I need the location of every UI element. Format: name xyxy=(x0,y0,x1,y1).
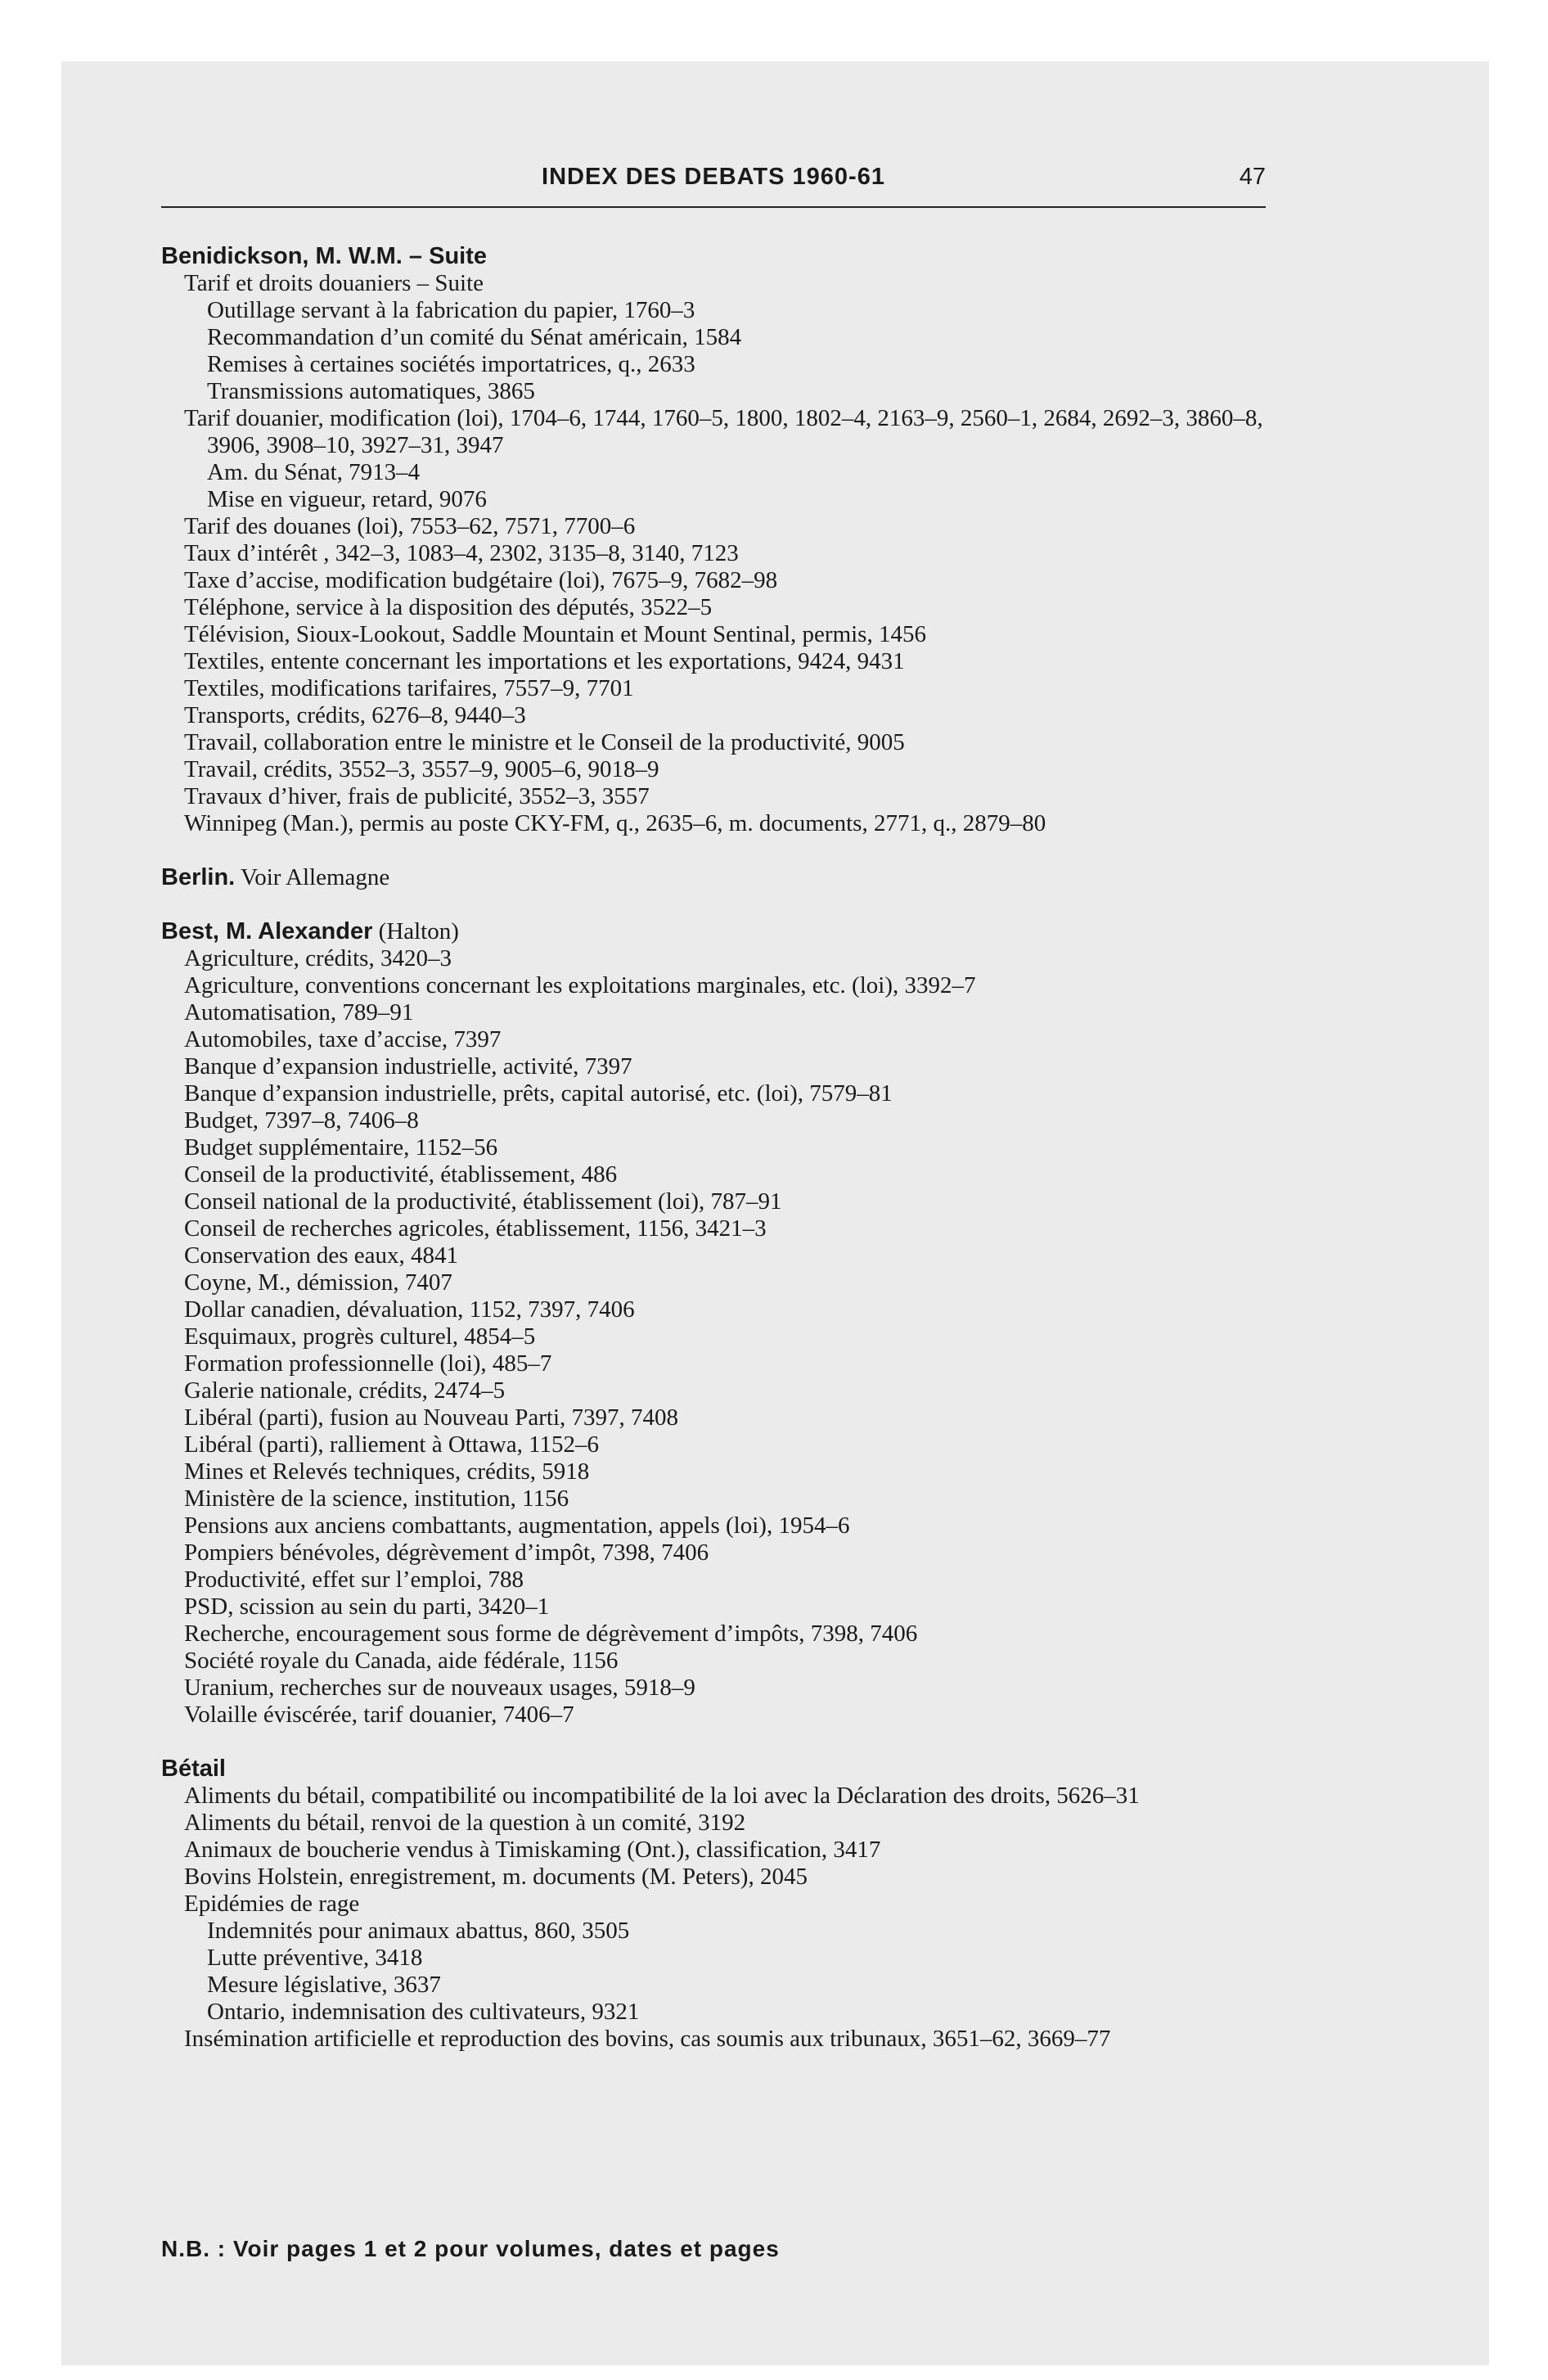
index-entry: Textiles, entente concernant les importations et les exportations, 9424, 9431 xyxy=(184,648,905,674)
index-entry: Tarif douanier, modification (loi), 1704–6, 1744, 1760–5, 1800, 1802–4, 2163–9, 2560–1, 2684, 2692–3, 3860–8, 3906, 3908–10, 3927–31, 3947 xyxy=(184,405,1263,458)
index-entry: Transports, crédits, 6276–8, 9440–3 xyxy=(184,702,526,728)
index-entry: Aliments du bétail, renvoi de la question à un comité, 3192 xyxy=(184,1810,746,1836)
index-entry: Pensions aux anciens combattants, augmentation, appels (loi), 1954–6 xyxy=(184,1512,850,1539)
footnote: N.B. : Voir pages 1 et 2 pour volumes, dates et pages xyxy=(161,2236,780,2261)
index-entry: Automobiles, taxe d’accise, 7397 xyxy=(184,1026,502,1053)
index-entry: Budget supplémentaire, 1152–56 xyxy=(184,1134,498,1161)
index-subentry: Ontario, indemnisation des cultivateurs, 9321 xyxy=(207,1999,640,2025)
header-rule xyxy=(161,206,1266,208)
index-entry: Formation professionnelle (loi), 485–7 xyxy=(184,1350,552,1377)
index-entry: Aliments du bétail, compatibilité ou incompatibilité de la loi avec la Déclaration des droits, 5626–31 xyxy=(184,1783,1140,1809)
index-subentry: Indemnités pour animaux abattus, 860, 3505 xyxy=(207,1918,630,1944)
index-entry: Travail, crédits, 3552–3, 3557–9, 9005–6, 9018–9 xyxy=(184,756,659,782)
index-subentry: Remises à certaines sociétés importatrices, q., 2633 xyxy=(207,351,695,377)
index-entry: Epidémies de rage xyxy=(184,1891,360,1917)
index-entry: Conseil national de la productivité, établissement (loi), 787–91 xyxy=(184,1188,782,1215)
index-heading-suffix: Voir Allemagne xyxy=(240,864,390,890)
index-entry: Volaille éviscérée, tarif douanier, 7406–7 xyxy=(184,1702,574,1728)
index-entry: Dollar canadien, dévaluation, 1152, 7397, 7406 xyxy=(184,1296,635,1323)
index-entry: Animaux de boucherie vendus à Timiskaming (Ont.), classification, 3417 xyxy=(184,1837,881,1863)
index-content xyxy=(161,243,1307,2053)
section-gap xyxy=(161,1729,1307,1756)
index-entry: Textiles, modifications tarifaires, 7557–9, 7701 xyxy=(184,675,634,701)
index-subentry: Lutte préventive, 3418 xyxy=(207,1945,423,1971)
index-entry: Conseil de recherches agricoles, établissement, 1156, 3421–3 xyxy=(184,1215,767,1242)
index-heading-name: Best, M. Alexander xyxy=(161,918,373,944)
page-header xyxy=(161,164,1266,210)
index-entry: Agriculture, conventions concernant les exploitations marginales, etc. (loi), 3392–7 xyxy=(184,972,976,998)
index-entry: Uranium, recherches sur de nouveaux usages, 5918–9 xyxy=(184,1675,695,1701)
index-entry: Télévision, Sioux-Lookout, Saddle Mountain et Mount Sentinal, permis, 1456 xyxy=(184,621,926,647)
index-entry: Agriculture, crédits, 3420–3 xyxy=(184,945,452,971)
index-entry: Winnipeg (Man.), permis au poste CKY-FM, q., 2635–6, m. documents, 2771, q., 2879–80 xyxy=(184,810,1046,836)
index-heading xyxy=(161,243,1307,270)
index-entry: Pompiers bénévoles, dégrèvement d’impôt, 7398, 7406 xyxy=(184,1539,709,1566)
index-entry: Taux d’intérêt , 342–3, 1083–4, 2302, 3135–8, 3140, 7123 xyxy=(184,540,739,566)
index-entry: Taxe d’accise, modification budgétaire (loi), 7675–9, 7682–98 xyxy=(184,567,778,593)
index-entry: Tarif des douanes (loi), 7553–62, 7571, 7700–6 xyxy=(184,513,636,539)
index-entry: Coyne, M., démission, 7407 xyxy=(184,1269,452,1296)
index-entry: Productivité, effet sur l’emploi, 788 xyxy=(184,1566,524,1593)
index-entry: Ministère de la science, institution, 1156 xyxy=(184,1485,569,1512)
index-entry: Libéral (parti), fusion au Nouveau Parti, 7397, 7408 xyxy=(184,1404,679,1431)
index-subentry: Mise en vigueur, retard, 9076 xyxy=(207,486,487,512)
index-entry: Banque d’expansion industrielle, prêts, capital autorisé, etc. (loi), 7579–81 xyxy=(184,1080,893,1107)
index-entry: Esquimaux, progrès culturel, 4854–5 xyxy=(184,1323,536,1350)
index-heading-suffix: (Halton) xyxy=(378,918,459,944)
index-entry: Insémination artificielle et reproduction des bovins, cas soumis aux tribunaux, 3651–62, 3669–77 xyxy=(184,2026,1111,2052)
index-entry: Libéral (parti), ralliement à Ottawa, 1152–6 xyxy=(184,1431,600,1458)
index-entry: Travail, collaboration entre le ministre et le Conseil de la productivité, 9005 xyxy=(184,729,905,755)
index-heading xyxy=(161,918,1307,945)
section-gap xyxy=(161,891,1307,918)
index-heading xyxy=(161,1756,1307,1783)
index-entry: Tarif et droits douaniers – Suite xyxy=(184,270,484,296)
index-entry: Recherche, encouragement sous forme de dégrèvement d’impôts, 7398, 7406 xyxy=(184,1620,918,1647)
index-subentry: Outillage servant à la fabrication du papier, 1760–3 xyxy=(207,297,695,323)
running-title: INDEX DES DEBATS 1960-61 xyxy=(542,164,885,190)
index-heading-name: Bétail xyxy=(161,1756,226,1782)
index-entry: Conservation des eaux, 4841 xyxy=(184,1242,459,1269)
index-subentry: Recommandation d’un comité du Sénat américain, 1584 xyxy=(207,324,742,350)
index-entry: PSD, scission au sein du parti, 3420–1 xyxy=(184,1593,550,1620)
index-entry: Galerie nationale, crédits, 2474–5 xyxy=(184,1377,506,1404)
index-heading xyxy=(161,864,1307,891)
index-subentry: Am. du Sénat, 7913–4 xyxy=(207,459,421,485)
index-entry: Téléphone, service à la disposition des députés, 3522–5 xyxy=(184,594,713,620)
index-entry: Automatisation, 789–91 xyxy=(184,999,414,1025)
index-entry: Mines et Relevés techniques, crédits, 5918 xyxy=(184,1458,590,1485)
page-number: 47 xyxy=(1239,164,1266,190)
index-entry: Budget, 7397–8, 7406–8 xyxy=(184,1107,419,1134)
index-entry: Bovins Holstein, enregistrement, m. documents (M. Peters), 2045 xyxy=(184,1864,808,1890)
index-entry: Travaux d’hiver, frais de publicité, 3552–3, 3557 xyxy=(184,783,650,809)
index-entry: Conseil de la productivité, établissement, 486 xyxy=(184,1161,618,1188)
index-heading-name: Berlin. xyxy=(161,864,236,890)
index-subentry: Mesure législative, 3637 xyxy=(207,1972,441,1998)
index-entry: Banque d’expansion industrielle, activité, 7397 xyxy=(184,1053,632,1080)
index-subentry: Transmissions automatiques, 3865 xyxy=(207,378,535,404)
index-entry: Société royale du Canada, aide fédérale, 1156 xyxy=(184,1648,619,1674)
index-heading-name: Benidickson, M. W.M. – Suite xyxy=(161,243,487,269)
section-gap xyxy=(161,837,1307,864)
